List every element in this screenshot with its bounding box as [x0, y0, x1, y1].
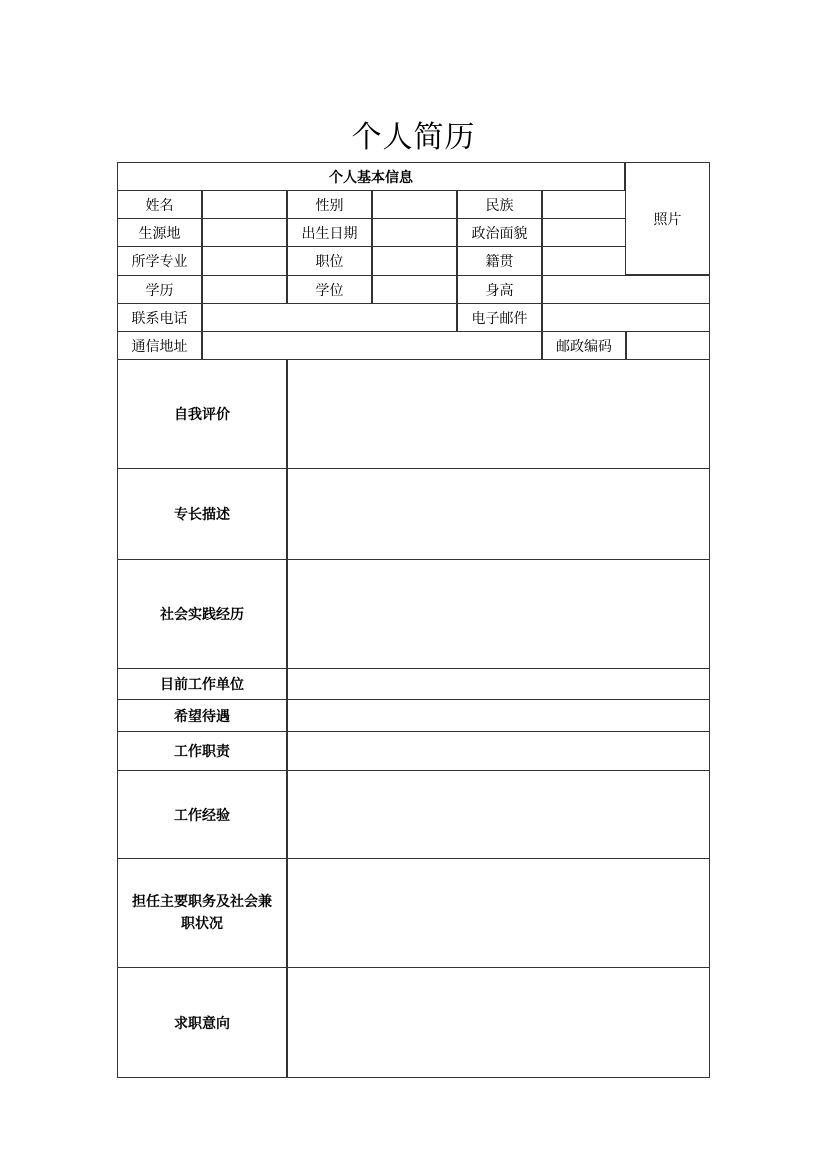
expected-salary-field[interactable]: [287, 699, 710, 732]
birth-date-field[interactable]: [372, 218, 457, 247]
native-place-label: 籍贯: [457, 246, 542, 276]
work-experience-label: 工作经验: [117, 770, 287, 859]
address-field[interactable]: [202, 331, 542, 360]
name-field[interactable]: [202, 190, 287, 219]
specialty-label: 专长描述: [117, 468, 287, 560]
social-practice-field[interactable]: [287, 559, 710, 669]
main-positions-field[interactable]: [287, 858, 710, 968]
political-status-label: 政治面貌: [457, 218, 542, 247]
page-title: 个人简历: [351, 120, 476, 155]
height-field[interactable]: [542, 275, 710, 304]
job-duties-label: 工作职责: [117, 731, 287, 771]
origin-label: 生源地: [117, 218, 202, 247]
position-label: 职位: [287, 246, 372, 276]
education-label: 学历: [117, 275, 202, 304]
main-positions-text: 担任主要职务及社会兼职状况: [132, 894, 272, 932]
specialty-field[interactable]: [287, 468, 710, 560]
self-evaluation-field[interactable]: [287, 359, 710, 469]
current-employer-label: 目前工作单位: [117, 668, 287, 700]
basic-info-header: 个人基本信息: [117, 162, 625, 191]
height-label: 身高: [457, 275, 542, 304]
gender-label: 性别: [287, 190, 372, 219]
work-experience-field[interactable]: [287, 770, 710, 859]
major-label: 所学专业: [117, 246, 202, 276]
postcode-label: 邮政编码: [542, 331, 626, 360]
origin-field[interactable]: [202, 218, 287, 247]
degree-label: 学位: [287, 275, 372, 304]
gender-field[interactable]: [372, 190, 457, 219]
name-label: 姓名: [117, 190, 202, 219]
job-intention-field[interactable]: [287, 967, 710, 1078]
education-field[interactable]: [202, 275, 287, 304]
email-label: 电子邮件: [457, 303, 542, 332]
photo-box[interactable]: 照片: [625, 162, 710, 275]
position-field[interactable]: [372, 246, 457, 276]
major-field[interactable]: [202, 246, 287, 276]
current-employer-field[interactable]: [287, 668, 710, 700]
address-label: 通信地址: [117, 331, 202, 360]
birth-date-label: 出生日期: [287, 218, 372, 247]
phone-label: 联系电话: [117, 303, 202, 332]
degree-field[interactable]: [372, 275, 457, 304]
main-positions-label: [117, 858, 287, 968]
political-status-field[interactable]: [542, 218, 626, 247]
postcode-field[interactable]: [626, 331, 710, 360]
social-practice-label: 社会实践经历: [117, 559, 287, 669]
job-duties-field[interactable]: [287, 731, 710, 771]
email-field[interactable]: [542, 303, 710, 332]
native-place-field[interactable]: [542, 246, 626, 276]
expected-salary-label: 希望待遇: [117, 699, 287, 732]
ethnicity-label: 民族: [457, 190, 542, 219]
self-evaluation-label: 自我评价: [117, 359, 287, 469]
ethnicity-field[interactable]: [542, 190, 626, 219]
phone-field[interactable]: [202, 303, 457, 332]
job-intention-label: 求职意向: [117, 967, 287, 1078]
